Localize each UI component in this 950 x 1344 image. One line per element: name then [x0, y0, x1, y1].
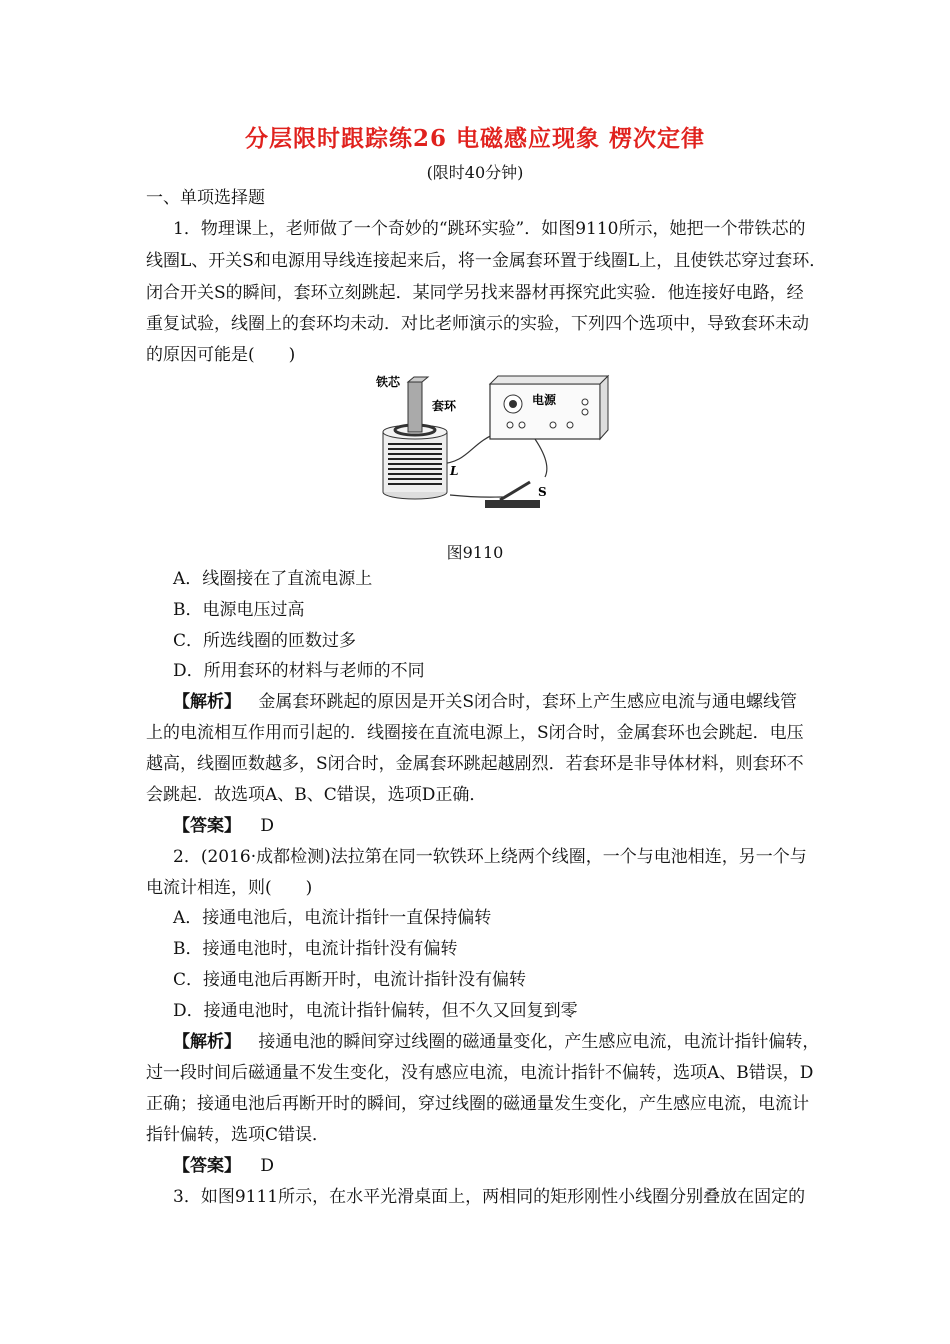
analysis-line — [173, 692, 797, 712]
power-label: 电源 — [532, 393, 557, 407]
core-label: 铁芯 — [376, 375, 401, 389]
analysis-text: 过一段时间后磁通量不发生变化，没有感应电流，电流计指针不偏转，选项A、B错误，D — [146, 1063, 814, 1083]
answer-value: D — [260, 1156, 275, 1176]
option-c: C．接通电池后再断开时，电流计指针没有偏转 — [173, 970, 527, 990]
answer-label: 【答案】 — [173, 816, 241, 836]
question-text: 2．(2016·成都检测)法拉第在同一软铁环上绕两个线圈，一个与电池相连，另一个与 — [173, 847, 807, 867]
analysis-line — [173, 1032, 819, 1052]
analysis-text: 接通电池的瞬间穿过线圈的磁通量变化，产生感应电流，电流计指针偏转， — [258, 1032, 820, 1052]
option-d: D．接通电池时，电流计指针偏转，但不久又回复到零 — [173, 1001, 578, 1021]
figure-caption: 图9110 — [446, 543, 504, 562]
section-heading: 一、单项选择题 — [146, 188, 265, 208]
answer-line — [173, 816, 274, 836]
option-b: B．电源电压过高 — [173, 600, 305, 620]
option-d: D．所用套环的材料与老师的不同 — [173, 661, 425, 681]
jumping-ring-figure — [370, 372, 615, 520]
analysis-text: 金属套环跳起的原因是开关S闭合时，套环上产生感应电流与通电螺线管 — [258, 692, 798, 712]
option-b: B．接通电池时，电流计指针没有偏转 — [173, 939, 458, 959]
analysis-text: 正确；接通电池后再断开时的瞬间，穿过线圈的磁通量发生变化，产生感应电流，电流计 — [146, 1094, 809, 1114]
question-text: 3．如图9111所示，在水平光滑桌面上，两相同的矩形刚性小线圈分别叠放在固定的 — [173, 1187, 806, 1207]
ring-label: 套环 — [432, 399, 457, 413]
page-title: 分层限时跟踪练26 电磁感应现象 楞次定律 — [244, 125, 706, 152]
option-a: A．线圈接在了直流电源上 — [173, 569, 373, 589]
question-text: 1．物理课上，老师做了一个奇妙的“跳环实验”．如图9110所示，她把一个带铁芯的 — [173, 219, 806, 239]
analysis-text: 越高，线圈匝数越多，S闭合时，金属套环跳起越剧烈．若套环是非导体材料，则套环不 — [146, 754, 804, 774]
option-a: A．接通电池后，电流计指针一直保持偏转 — [173, 908, 492, 928]
answer-label: 【答案】 — [173, 1156, 241, 1176]
question-text: 闭合开关S的瞬间，套环立刻跳起．某同学另找来器材再探究此实验．他连接好电路，经 — [146, 283, 804, 303]
analysis-label: 【解析】 — [173, 1032, 241, 1052]
option-c: C．所选线圈的匝数过多 — [173, 631, 357, 651]
question-text: 重复试验，线圈上的套环均未动．对比老师演示的实验，下列四个选项中，导致套环未动 — [146, 314, 809, 334]
answer-line — [173, 1156, 274, 1176]
question-text: 电流计相连，则( ) — [146, 878, 313, 898]
coil-label: L — [450, 464, 459, 478]
switch-label: S — [538, 485, 547, 499]
question-text: 的原因可能是( ) — [146, 345, 296, 365]
analysis-text: 上的电流相互作用而引起的．线圈接在直流电源上，S闭合时，金属套环也会跳起．电压 — [146, 723, 804, 743]
analysis-label: 【解析】 — [173, 692, 241, 712]
analysis-text: 会跳起．故选项A、B、C错误，选项D正确． — [146, 785, 487, 805]
time-limit: (限时40分钟) — [426, 163, 524, 182]
analysis-text: 指针偏转，选项C错误． — [146, 1125, 330, 1145]
answer-value: D — [260, 816, 275, 836]
question-text: 线圈L、开关S和电源用导线连接起来后，将一金属套环置于线圈L上，且使铁芯穿过套环． — [146, 251, 827, 271]
